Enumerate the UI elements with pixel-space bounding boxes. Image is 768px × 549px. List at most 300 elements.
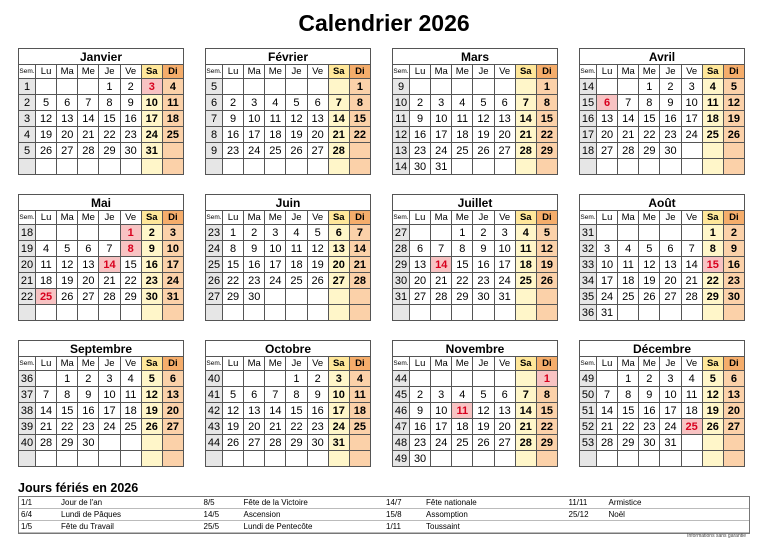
day-cell [473, 305, 494, 321]
weekday-header: Ma [244, 211, 265, 225]
day-cell: 29 [702, 289, 723, 305]
month-table [205, 340, 371, 467]
day-cell: 24 [141, 127, 162, 143]
day-cell: 30 [639, 435, 660, 451]
day-cell: 1 [349, 79, 370, 95]
day-cell: 1 [639, 79, 660, 95]
day-cell: 29 [286, 435, 307, 451]
day-cell: 25 [452, 143, 473, 159]
day-cell: 30 [660, 143, 681, 159]
day-cell: 29 [120, 289, 141, 305]
day-cell [494, 305, 515, 321]
holiday-date: 11/11 [568, 498, 588, 507]
week-number: 29 [393, 257, 410, 273]
day-cell: 12 [36, 111, 57, 127]
day-cell: 2 [410, 387, 431, 403]
day-cell: 12 [307, 241, 328, 257]
week-number: 10 [393, 95, 410, 111]
day-cell: 14 [328, 111, 349, 127]
weekday-header: Lu [36, 357, 57, 371]
day-cell [702, 451, 723, 467]
day-cell: 22 [452, 273, 473, 289]
day-cell: 3 [244, 95, 265, 111]
week-number: 40 [206, 371, 223, 387]
day-cell [494, 451, 515, 467]
week-header: Sem. [206, 211, 223, 225]
weekday-header: Me [452, 357, 473, 371]
day-cell: 23 [473, 273, 494, 289]
day-cell: 18 [349, 403, 370, 419]
day-cell: 17 [141, 111, 162, 127]
day-cell: 26 [307, 273, 328, 289]
day-cell: 5 [473, 95, 494, 111]
day-cell: 22 [99, 127, 120, 143]
day-cell: 2 [120, 79, 141, 95]
day-cell [702, 435, 723, 451]
day-cell [36, 79, 57, 95]
weekday-header: Me [639, 65, 660, 79]
day-cell: 9 [723, 241, 744, 257]
day-cell [162, 159, 183, 175]
day-cell: 4 [286, 225, 307, 241]
day-cell: 17 [244, 127, 265, 143]
day-cell: 3 [494, 225, 515, 241]
day-cell: 13 [57, 111, 78, 127]
day-cell [349, 289, 370, 305]
holiday-name: Ascension [243, 510, 281, 519]
weekday-header: Di [536, 211, 557, 225]
day-cell [307, 289, 328, 305]
day-cell [307, 305, 328, 321]
day-cell: 14 [431, 257, 452, 273]
day-cell [515, 79, 536, 95]
day-cell: 13 [494, 111, 515, 127]
week-number [19, 305, 36, 321]
day-cell: 24 [99, 419, 120, 435]
day-cell: 27 [328, 273, 349, 289]
day-cell: 16 [473, 257, 494, 273]
weekday-header: Ma [431, 65, 452, 79]
day-cell: 22 [702, 273, 723, 289]
day-cell: 20 [660, 273, 681, 289]
day-cell [494, 159, 515, 175]
day-cell: 12 [639, 257, 660, 273]
weekday-header: Lu [597, 65, 618, 79]
holiday-item [567, 497, 750, 509]
day-cell: 6 [78, 241, 99, 257]
month-table [392, 48, 558, 175]
day-cell: 1 [618, 371, 639, 387]
day-cell [618, 305, 639, 321]
weekday-header: Ve [494, 211, 515, 225]
day-cell: 4 [618, 241, 639, 257]
day-cell: 12 [536, 241, 557, 257]
weekday-header: Ma [244, 65, 265, 79]
week-number [580, 159, 597, 175]
day-cell: 8 [223, 241, 244, 257]
week-number: 4 [19, 127, 36, 143]
day-cell: 12 [473, 111, 494, 127]
month-name: Mars [393, 49, 558, 65]
day-cell: 19 [473, 419, 494, 435]
week-number: 27 [393, 225, 410, 241]
day-cell [265, 305, 286, 321]
weekday-header: Je [660, 357, 681, 371]
day-cell: 2 [244, 225, 265, 241]
day-cell: 16 [223, 127, 244, 143]
day-cell: 7 [349, 225, 370, 241]
day-cell [452, 159, 473, 175]
weekday-header: Sa [515, 357, 536, 371]
weekday-header: Je [660, 65, 681, 79]
day-cell: 8 [536, 95, 557, 111]
day-cell: 16 [639, 403, 660, 419]
day-cell [120, 435, 141, 451]
week-number: 15 [580, 95, 597, 111]
day-cell: 20 [57, 127, 78, 143]
week-number: 44 [393, 371, 410, 387]
day-cell: 18 [515, 257, 536, 273]
day-cell [618, 159, 639, 175]
day-cell: 29 [639, 143, 660, 159]
day-cell [286, 451, 307, 467]
week-number [206, 305, 223, 321]
day-cell [162, 143, 183, 159]
day-cell: 27 [307, 143, 328, 159]
day-cell: 18 [162, 111, 183, 127]
day-cell: 20 [162, 403, 183, 419]
week-number: 11 [393, 111, 410, 127]
month-name: Janvier [19, 49, 184, 65]
day-cell [452, 451, 473, 467]
weekday-header: Lu [36, 65, 57, 79]
weekday-header: Ve [681, 211, 702, 225]
weekday-header: Sa [141, 357, 162, 371]
day-cell: 9 [660, 95, 681, 111]
month-table [579, 194, 745, 321]
day-cell [57, 159, 78, 175]
day-cell: 8 [702, 241, 723, 257]
day-cell: 5 [702, 371, 723, 387]
weekday-header: Sa [515, 211, 536, 225]
week-header: Sem. [19, 65, 36, 79]
day-cell: 3 [431, 387, 452, 403]
day-cell [244, 159, 265, 175]
week-number: 2 [19, 95, 36, 111]
weekday-header: Di [723, 65, 744, 79]
day-cell: 23 [410, 435, 431, 451]
day-cell: 19 [141, 403, 162, 419]
day-cell [286, 79, 307, 95]
day-cell [473, 371, 494, 387]
day-cell: 18 [452, 127, 473, 143]
holiday-item [567, 521, 750, 533]
week-number: 6 [206, 95, 223, 111]
weekday-header: Ve [681, 65, 702, 79]
day-cell [328, 159, 349, 175]
day-cell [431, 371, 452, 387]
day-cell: 15 [349, 111, 370, 127]
day-cell: 21 [515, 127, 536, 143]
day-cell [120, 159, 141, 175]
day-cell [681, 305, 702, 321]
day-cell: 27 [494, 143, 515, 159]
day-cell: 26 [639, 289, 660, 305]
weekday-header: Me [265, 357, 286, 371]
day-cell: 14 [265, 403, 286, 419]
week-number: 25 [206, 257, 223, 273]
day-cell: 12 [57, 257, 78, 273]
day-cell: 3 [141, 79, 162, 95]
day-cell: 2 [639, 371, 660, 387]
day-cell [536, 159, 557, 175]
week-number: 14 [393, 159, 410, 175]
week-number: 34 [580, 273, 597, 289]
holiday-date: 15/8 [386, 510, 402, 519]
weekday-header: Ve [120, 65, 141, 79]
week-number: 45 [393, 387, 410, 403]
day-cell: 13 [78, 257, 99, 273]
week-number [19, 451, 36, 467]
day-cell: 9 [639, 387, 660, 403]
day-cell [723, 305, 744, 321]
week-number: 21 [19, 273, 36, 289]
day-cell: 18 [265, 127, 286, 143]
day-cell: 16 [410, 419, 431, 435]
month-table [392, 340, 558, 467]
day-cell: 25 [36, 289, 57, 305]
weekday-header: Ma [244, 357, 265, 371]
day-cell: 21 [681, 273, 702, 289]
weekday-header: Ma [431, 211, 452, 225]
day-cell: 16 [660, 111, 681, 127]
week-number: 47 [393, 419, 410, 435]
footnote: Informations sans garantie [687, 533, 746, 539]
day-cell: 11 [452, 111, 473, 127]
day-cell [494, 79, 515, 95]
day-cell: 5 [473, 387, 494, 403]
weekday-header: Di [536, 65, 557, 79]
month-name: Juin [206, 195, 371, 211]
weekday-header: Me [639, 357, 660, 371]
day-cell: 5 [307, 225, 328, 241]
day-cell [36, 159, 57, 175]
day-cell: 14 [78, 111, 99, 127]
weekday-header: Sa [328, 65, 349, 79]
day-cell: 25 [681, 419, 702, 435]
day-cell: 6 [328, 225, 349, 241]
day-cell: 19 [57, 273, 78, 289]
week-number: 5 [19, 143, 36, 159]
week-number: 23 [206, 225, 223, 241]
day-cell [536, 289, 557, 305]
day-cell [618, 79, 639, 95]
day-cell: 26 [36, 143, 57, 159]
day-cell: 30 [410, 451, 431, 467]
day-cell: 23 [223, 143, 244, 159]
day-cell [120, 451, 141, 467]
day-cell: 3 [99, 371, 120, 387]
weekday-header: Je [286, 65, 307, 79]
day-cell [328, 79, 349, 95]
day-cell [223, 371, 244, 387]
week-number: 12 [393, 127, 410, 143]
day-cell: 27 [494, 435, 515, 451]
day-cell [618, 225, 639, 241]
day-cell: 8 [286, 387, 307, 403]
day-cell: 4 [162, 79, 183, 95]
day-cell: 23 [78, 419, 99, 435]
day-cell: 14 [515, 111, 536, 127]
day-cell: 19 [36, 127, 57, 143]
day-cell: 23 [660, 127, 681, 143]
day-cell [723, 451, 744, 467]
week-number: 36 [580, 305, 597, 321]
day-cell [536, 451, 557, 467]
holiday-date: 8/5 [203, 498, 215, 507]
week-number: 3 [19, 111, 36, 127]
day-cell: 24 [660, 419, 681, 435]
day-cell [702, 305, 723, 321]
day-cell: 12 [473, 403, 494, 419]
day-cell: 29 [536, 143, 557, 159]
day-cell [162, 305, 183, 321]
day-cell: 24 [244, 143, 265, 159]
day-cell: 17 [660, 403, 681, 419]
day-cell: 30 [473, 289, 494, 305]
weekday-header: Ve [307, 211, 328, 225]
day-cell: 12 [141, 387, 162, 403]
holiday-name: Lundi de Pâques [61, 510, 122, 519]
week-number: 22 [19, 289, 36, 305]
day-cell: 6 [244, 387, 265, 403]
holiday-date: 6/4 [21, 510, 33, 519]
day-cell: 26 [723, 127, 744, 143]
day-cell [473, 159, 494, 175]
day-cell: 22 [120, 273, 141, 289]
day-cell: 9 [410, 111, 431, 127]
day-cell: 25 [286, 273, 307, 289]
day-cell: 24 [431, 143, 452, 159]
month-table [18, 48, 184, 175]
day-cell: 26 [702, 419, 723, 435]
day-cell: 8 [639, 95, 660, 111]
day-cell: 20 [494, 419, 515, 435]
weekday-header: Sa [328, 357, 349, 371]
day-cell [431, 225, 452, 241]
day-cell: 24 [597, 289, 618, 305]
day-cell [597, 451, 618, 467]
week-number: 31 [393, 289, 410, 305]
day-cell [162, 451, 183, 467]
day-cell [494, 371, 515, 387]
day-cell: 2 [78, 371, 99, 387]
holiday-name: Noël [608, 510, 625, 519]
week-number: 17 [580, 127, 597, 143]
day-cell: 21 [349, 257, 370, 273]
day-cell: 24 [328, 419, 349, 435]
week-header: Sem. [19, 357, 36, 371]
day-cell: 5 [723, 79, 744, 95]
week-number: 14 [580, 79, 597, 95]
month-table [205, 48, 371, 175]
day-cell [265, 289, 286, 305]
day-cell: 5 [536, 225, 557, 241]
day-cell: 24 [431, 435, 452, 451]
day-cell: 11 [618, 257, 639, 273]
week-number: 7 [206, 111, 223, 127]
week-header: Sem. [206, 65, 223, 79]
month-name: Septembre [19, 341, 184, 357]
week-header: Sem. [580, 65, 597, 79]
day-cell: 10 [431, 111, 452, 127]
day-cell [223, 79, 244, 95]
day-cell [36, 225, 57, 241]
day-cell: 21 [328, 127, 349, 143]
day-cell [141, 451, 162, 467]
day-cell: 11 [286, 241, 307, 257]
holiday-name [609, 521, 750, 532]
day-cell: 7 [36, 387, 57, 403]
day-cell: 14 [618, 111, 639, 127]
day-cell: 1 [536, 79, 557, 95]
day-cell: 9 [223, 111, 244, 127]
day-cell [120, 305, 141, 321]
week-header: Sem. [393, 357, 410, 371]
weekday-header: Je [473, 357, 494, 371]
holiday-date: 25/5 [203, 522, 220, 531]
day-cell: 3 [597, 241, 618, 257]
day-cell: 13 [723, 387, 744, 403]
day-cell [36, 305, 57, 321]
week-number: 48 [393, 435, 410, 451]
day-cell [431, 79, 452, 95]
day-cell: 26 [473, 143, 494, 159]
holiday-name: Lundi de Pentecôte [243, 522, 313, 531]
day-cell: 4 [120, 371, 141, 387]
day-cell: 12 [223, 403, 244, 419]
day-cell: 22 [536, 419, 557, 435]
weekday-header: Lu [410, 357, 431, 371]
day-cell: 19 [639, 273, 660, 289]
week-number: 46 [393, 403, 410, 419]
day-cell: 19 [702, 403, 723, 419]
day-cell: 16 [410, 127, 431, 143]
day-cell: 8 [452, 241, 473, 257]
day-cell: 5 [639, 241, 660, 257]
week-number: 26 [206, 273, 223, 289]
day-cell: 1 [702, 225, 723, 241]
weekday-header: Ve [120, 357, 141, 371]
week-number: 39 [19, 419, 36, 435]
day-cell: 28 [431, 289, 452, 305]
day-cell: 29 [452, 289, 473, 305]
day-cell [328, 451, 349, 467]
month-name: Juillet [393, 195, 558, 211]
weekday-header: Je [99, 65, 120, 79]
week-number: 38 [19, 403, 36, 419]
day-cell: 15 [223, 257, 244, 273]
day-cell: 8 [349, 95, 370, 111]
day-cell [515, 371, 536, 387]
day-cell: 27 [57, 143, 78, 159]
weekday-header: Ma [618, 357, 639, 371]
weekday-header: Lu [410, 211, 431, 225]
day-cell: 3 [431, 95, 452, 111]
day-cell: 25 [162, 127, 183, 143]
day-cell: 19 [536, 257, 557, 273]
day-cell [597, 159, 618, 175]
